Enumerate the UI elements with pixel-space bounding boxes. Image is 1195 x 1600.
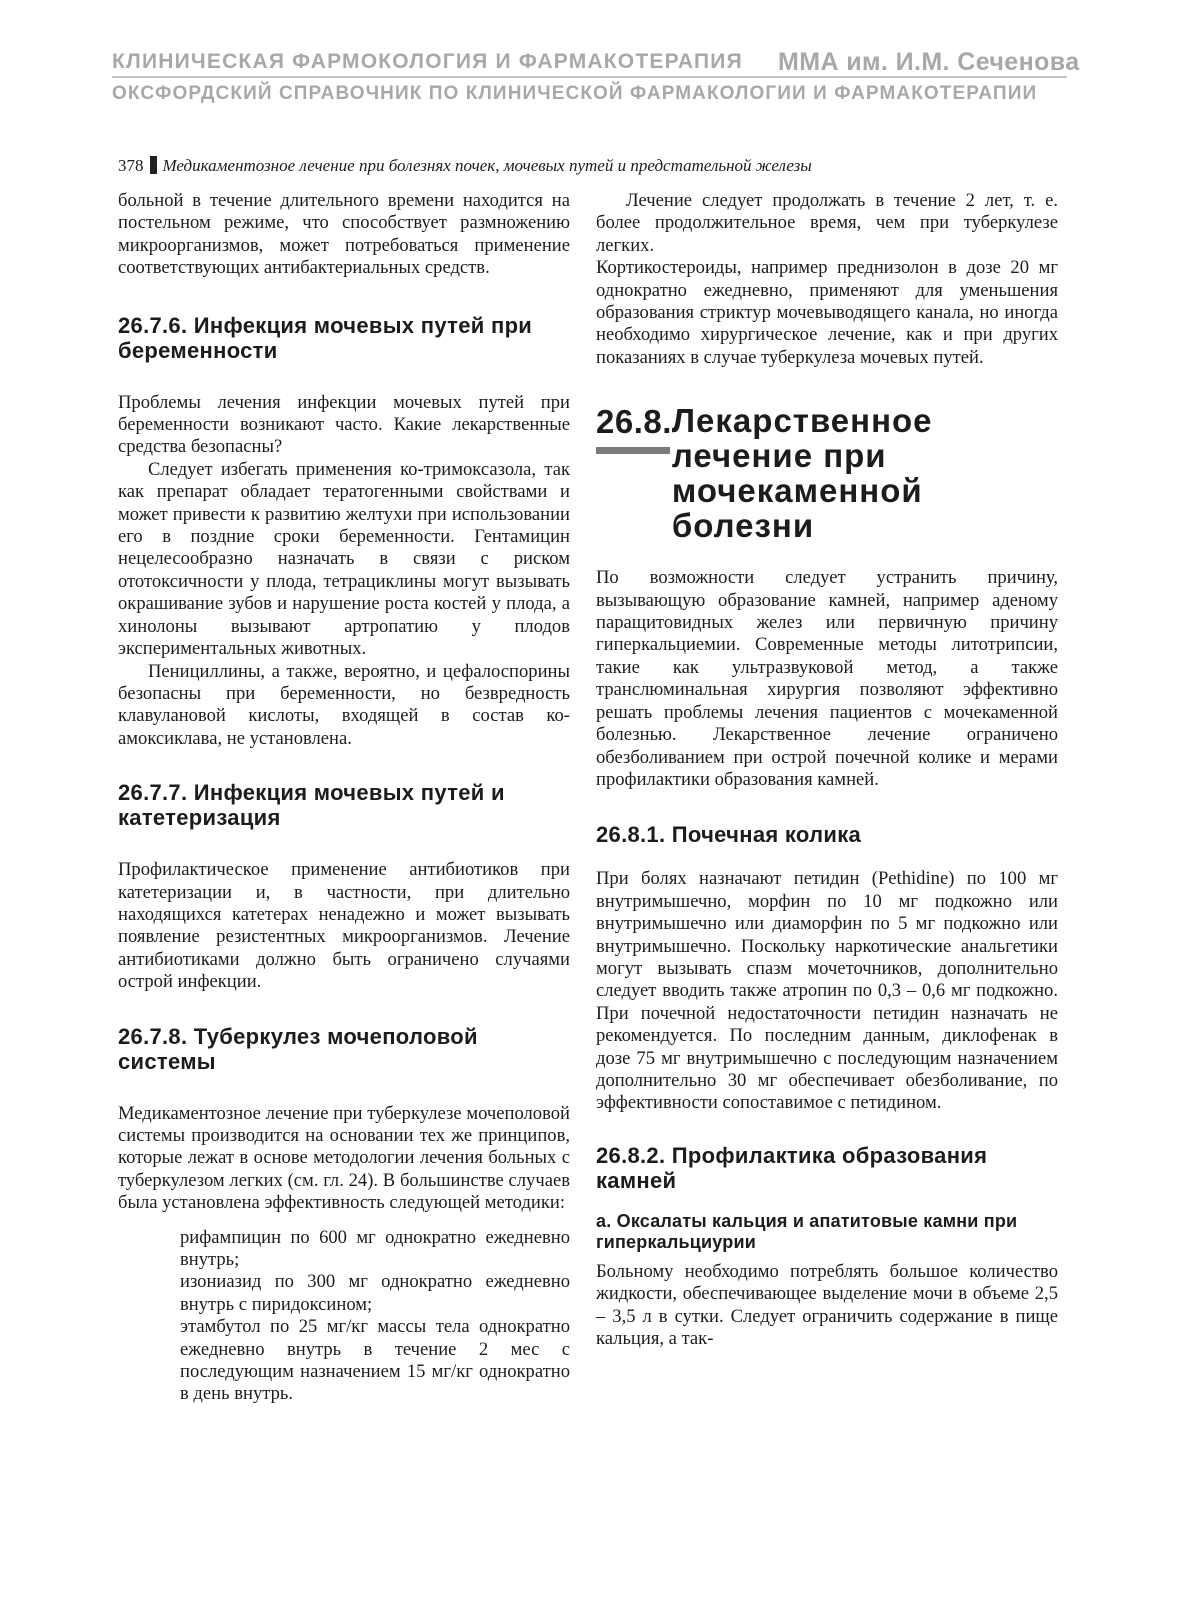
paragraph: Следует избегать применения ко-тримоксазола, так как препарат обладает тератогенными свойствами и может привести к развитию желтухи при использовании его в поздние сроки беременности. Гентамицин нецелесообразно назначать в связи с риском ототоксичности у плода, тетрациклины могут вызывать окрашивание зубов и нарушение роста костей у плода, а хинолоны вызывают артропатию у плодов экспериментальных животных. [118,458,570,660]
section-title: Лекарственное лечение при мочекаменной болезни [671,402,933,545]
running-head-bar [150,156,157,174]
paragraph: При болях назначают петидин (Pethidine) по 100 мг внутримышечно, морфин по 10 мг подкожно или внутримышечно или диаморфин по 5 мг подкожно или внутримышечно. Поскольку наркотические анальгетики могут вызывать спазм мочеточников, дополнительно следует вводить также атропин по 0,3 – 0,6 мг подкожно. При почечной недостаточности петидин назначать не рекомендуется. По последним данным, диклофенак в дозе 75 мг внутримышечно с последующим назначением дополнительно 30 мг обеспечивает обезболивание, по эффективности сопоставимое с петидином. [596,868,1058,1114]
header-rule [112,76,1067,78]
section-heading-26-8-1: 26.8.1. Почечная колика [596,822,862,848]
paragraph: Больному необходимо потреблять большое количество жидкости, обеспечивающее выделение мочи в объеме 2,5 – 3,5 л в сутки. Следует ограничить содержание в пище кальция, а так- [596,1260,1058,1349]
subsection-heading-a: а. Оксалаты кальция и апатитовые камни при гиперкальциурии [596,1210,1018,1252]
intro-paragraph: больной в течение длительного времени находится на постельном режиме, что способствует размножению микроорганизмов, может потребоваться применение соответствующих антибактериальных средств. [118,190,570,279]
right-column [596,190,1058,1350]
list-item: изониазид по 300 мг однократно ежедневно внутрь с пиридоксином; [180,1271,570,1315]
paragraph: Кортикостероиды, например преднизолон в дозе 20 мг однократно ежедневно, применяют для уменьшения образования стриктур мочевыводящего канала, но иногда необходимо хирургическое лечение, как и при других показаниях в случае туберкулеза мочевых путей. [596,257,1058,368]
list-item: рифампицин по 600 мг однократно ежедневно внутрь; [180,1226,570,1270]
paragraph: Пенициллины, а также, вероятно, и цефалоспорины безопасны при беременности, но безвредность клавулановой кислоты, входящей в состав ко-амоксиклава, не установлена. [118,660,570,749]
header-book-title: КЛИНИЧЕСКАЯ ФАРМОКОЛОГИЯ И ФАРМАКОТЕРАПИЯ [112,50,743,73]
section-heading-26-7-7: 26.7.7. Инфекция мочевых путей и катетеризация [118,780,505,831]
section-number-text: 26.8. [596,403,672,441]
section-heading-26-7-8: 26.7.8. Туберкулез мочеполовой системы [118,1023,478,1074]
chapter-section-heading-26-8 [596,403,1058,543]
header-series: ОКСФОРДСКИЙ СПРАВОЧНИК ПО КЛИНИЧЕСКОЙ ФАРМАКОЛОГИИ И ФАРМАКОТЕРАПИИ [112,83,1038,104]
drug-regimen-list [180,1227,570,1406]
section-number-bar [596,447,670,454]
chapter-title: Медикаментозное лечение при болезнях почек, мочевых путей и предстательной железы [162,156,812,175]
section-heading-26-8-2: 26.8.2. Профилактика образования камней [596,1142,988,1193]
left-column [118,190,570,1406]
page-number: 378 [118,156,144,175]
running-head [118,156,812,176]
paragraph: Лечение следует продолжать в течение 2 лет, т. е. более продолжительное время, чем при туберкулезе легких. [596,190,1058,256]
paragraph: Медикаментозное лечение при туберкулезе мочеполовой системы производится на основании тех же принципов, которые лежат в основе методологии лечения больных с туберкулезом легких (см. гл. 24). В большинстве случаев была установлена эффективность следующей методики: [118,1102,570,1214]
section-number [596,403,672,543]
paragraph: Профилактическое применение антибиотиков при катетеризации и, в частности, при длительно находящихся катетерах ненадежно и может вызывать появление резистентных микроорганизмов. Лечение антибиотиками должно быть ограничено случаями острой инфекции. [118,859,570,993]
section-heading-26-7-6: 26.7.6. Инфекция мочевых путей при беременности [118,312,533,363]
paragraph: По возможности следует устранить причину, вызывающую образование камней, например аденому паращитовидных желез или первичную причину гиперкальциемии. Современные методы литотрипсии, такие как ультразвуковой метод, а также транслюминальная хирургия позволяют эффективно решать проблемы лечения пациентов с мочекаменной болезнью. Лекарственное лечение ограничено обезболиванием при острой почечной колике и мерами профилактики образования камней. [596,567,1058,790]
paragraph: Проблемы лечения инфекции мочевых путей при беременности возникают часто. Какие лекарственные средства безопасны? [118,391,570,458]
list-item: этамбутол по 25 мг/кг массы тела однократно ежедневно внутрь в течение 2 мес с последующим назначением 15 мг/кг однократно в день внутрь. [180,1316,570,1405]
header-institution: ММА им. И.М. Сеченова [778,48,1080,76]
